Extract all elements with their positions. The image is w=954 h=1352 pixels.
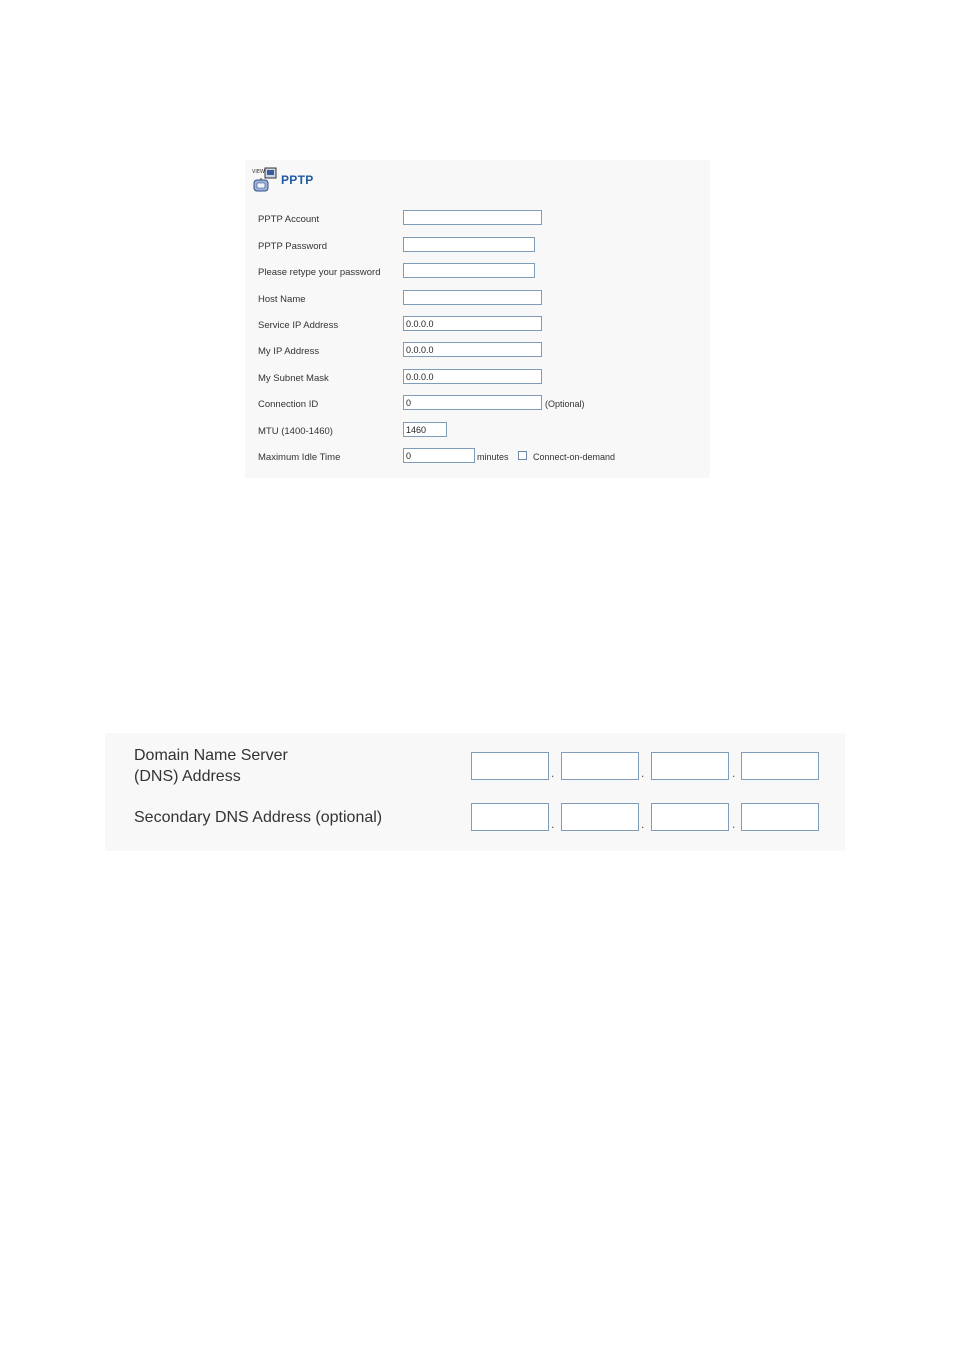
retype-password-label: Please retype your password	[258, 267, 381, 278]
primary-dns-label-line2: (DNS) Address	[134, 768, 241, 785]
connection-id-input[interactable]	[403, 395, 542, 410]
max-idle-time-input[interactable]	[403, 448, 475, 463]
secondary-dns-octet-2[interactable]	[561, 803, 639, 831]
pptp-password-input[interactable]	[403, 237, 535, 252]
secondary-dns-separator-1: .	[551, 817, 555, 831]
minutes-unit-label: minutes	[477, 452, 509, 462]
row-retype-password	[245, 263, 710, 283]
mtu-label: MTU (1400-1460)	[258, 426, 333, 437]
row-pptp-account	[245, 210, 710, 230]
secondary-dns-label: Secondary DNS Address (optional)	[134, 809, 383, 826]
pptp-account-input[interactable]	[403, 210, 542, 225]
row-subnet-mask	[245, 369, 710, 389]
primary-dns-separator-2: .	[641, 766, 645, 780]
secondary-dns-octet-1[interactable]	[471, 803, 549, 831]
primary-dns-label	[134, 745, 288, 787]
connection-id-optional-note: (Optional)	[545, 399, 585, 409]
connect-on-demand-checkbox[interactable]	[518, 451, 527, 460]
dns-panel	[105, 733, 845, 851]
primary-dns-octet-3[interactable]	[651, 752, 729, 780]
view-network-icon	[252, 167, 278, 193]
row-connection-id	[245, 395, 710, 415]
retype-password-input[interactable]	[403, 263, 535, 278]
pptp-title: PPTP	[281, 173, 314, 187]
max-idle-time-label: Maximum Idle Time	[258, 452, 341, 463]
secondary-dns-octet-3[interactable]	[651, 803, 729, 831]
host-name-label: Host Name	[258, 294, 306, 305]
connection-id-label: Connection ID	[258, 399, 319, 410]
primary-dns-label-line1: Domain Name Server	[134, 747, 288, 764]
primary-dns-separator-1: .	[551, 766, 555, 780]
row-pptp-password	[245, 237, 710, 257]
connect-on-demand-label: Connect-on-demand	[533, 452, 616, 462]
primary-dns-octet-4[interactable]	[741, 752, 819, 780]
my-ip-input[interactable]	[403, 342, 542, 357]
pptp-header	[252, 167, 314, 193]
service-ip-input[interactable]	[403, 316, 542, 331]
primary-dns-separator-3: .	[732, 766, 736, 780]
row-service-ip	[245, 316, 710, 336]
host-name-input[interactable]	[403, 290, 542, 305]
my-ip-label: My IP Address	[258, 346, 320, 357]
secondary-dns-separator-2: .	[641, 817, 645, 831]
subnet-mask-label: My Subnet Mask	[258, 373, 329, 384]
row-my-ip	[245, 342, 710, 362]
row-mtu	[245, 422, 710, 442]
row-host-name	[245, 290, 710, 310]
pptp-password-label: PPTP Password	[258, 241, 327, 252]
service-ip-label: Service IP Address	[258, 320, 339, 331]
primary-dns-octet-1[interactable]	[471, 752, 549, 780]
mtu-input[interactable]	[403, 422, 447, 437]
subnet-mask-input[interactable]	[403, 369, 542, 384]
svg-text:VIEW: VIEW	[252, 169, 265, 175]
pptp-account-label: PPTP Account	[258, 214, 320, 225]
row-max-idle-time	[245, 448, 710, 468]
primary-dns-octet-2[interactable]	[561, 752, 639, 780]
secondary-dns-octet-4[interactable]	[741, 803, 819, 831]
secondary-dns-separator-3: .	[732, 817, 736, 831]
pptp-panel	[245, 160, 710, 478]
